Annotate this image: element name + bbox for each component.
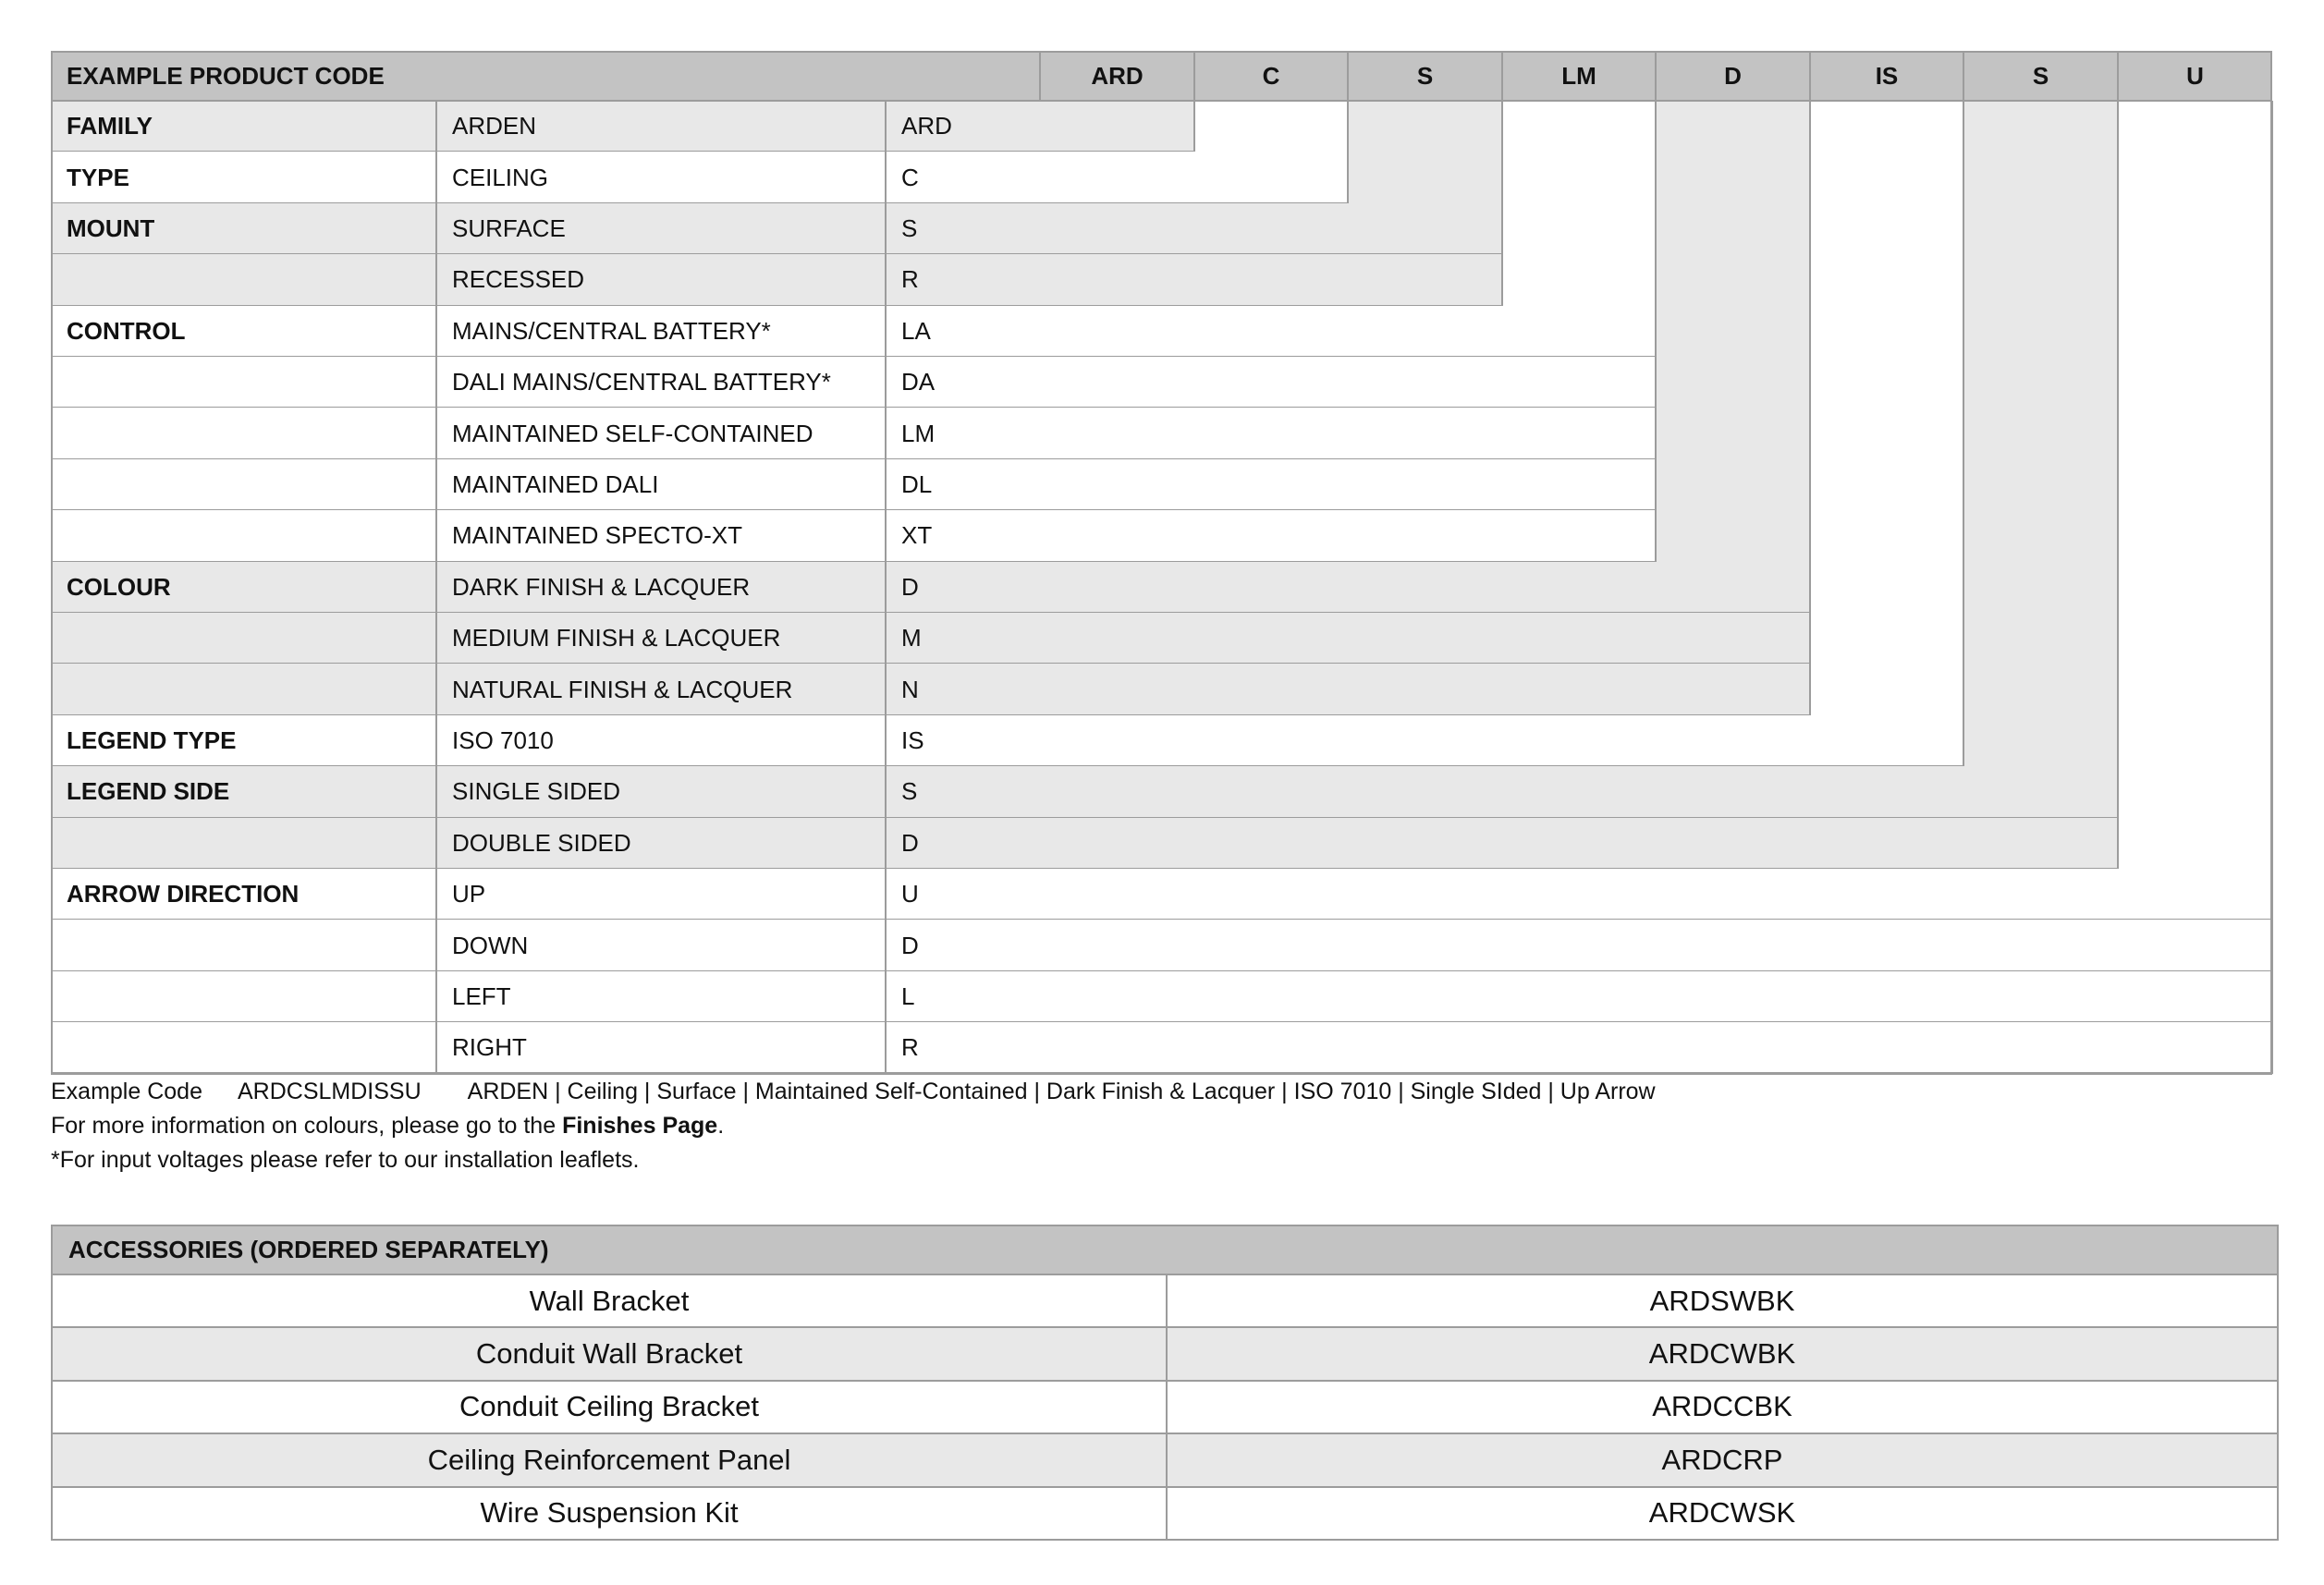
row-category <box>51 408 436 458</box>
step-rule <box>1193 101 1195 152</box>
code-column-band <box>1963 101 2118 869</box>
column-divider <box>435 101 437 1074</box>
row-option: MAINS/CENTRAL BATTERY* <box>436 306 886 357</box>
row-option: SURFACE <box>436 203 886 254</box>
row-category: CONTROL <box>51 306 436 357</box>
row-category <box>51 459 436 510</box>
row-code: C <box>886 152 1348 202</box>
row-category <box>51 510 436 561</box>
step-rule <box>2117 101 2119 869</box>
row-option: MAINTAINED DALI <box>436 459 886 510</box>
example-code-line <box>51 1079 1656 1105</box>
row-category: FAMILY <box>51 101 436 152</box>
row-code: LA <box>886 306 1656 357</box>
header-code-cell: S <box>1348 51 1502 101</box>
row-option: RIGHT <box>436 1022 886 1073</box>
colours-note-text: For more information on colours, please go to the <box>51 1113 563 1139</box>
row-category: MOUNT <box>51 203 436 254</box>
row-option: NATURAL FINISH & LACQUER <box>436 664 886 714</box>
row-code: DL <box>886 459 1656 510</box>
row-option: CEILING <box>436 152 886 202</box>
row-category: LEGEND SIDE <box>51 766 436 817</box>
row-category: LEGEND TYPE <box>51 715 436 766</box>
header-divider <box>1963 51 1964 101</box>
step-rule <box>1501 101 1503 306</box>
row-option: DARK FINISH & LACQUER <box>436 562 886 613</box>
column-divider <box>885 101 887 1074</box>
row-category: COLOUR <box>51 562 436 613</box>
row-code: XT <box>886 510 1656 561</box>
row-rule <box>51 1073 2272 1075</box>
row-code: LM <box>886 408 1656 458</box>
header-code-cell: LM <box>1502 51 1656 101</box>
row-category <box>51 664 436 714</box>
example-code-description: ARDEN | Ceiling | Surface | Maintained Self-Contained | Dark Finish & Lacquer | ISO 7010 | Single SIded | Up Arrow <box>467 1079 1656 1104</box>
row-option: MAINTAINED SELF-CONTAINED <box>436 408 886 458</box>
row-option: RECESSED <box>436 254 886 305</box>
row-code: S <box>886 766 2118 817</box>
accessory-code: ARDCRP <box>1168 1434 2279 1487</box>
step-rule <box>2271 101 2273 1074</box>
row-code: IS <box>886 715 1963 766</box>
row-category: TYPE <box>51 152 436 202</box>
step-rule <box>1655 101 1657 562</box>
example-product-code-header: EXAMPLE PRODUCT CODE <box>51 51 1040 101</box>
row-code: D <box>886 818 2118 869</box>
header-divider <box>1193 51 1195 101</box>
accessory-code: ARDSWBK <box>1168 1275 2279 1328</box>
header-code-cell: S <box>1963 51 2118 101</box>
accessory-name: Conduit Ceiling Bracket <box>51 1382 1168 1434</box>
row-code: DA <box>886 357 1656 408</box>
header-rule <box>51 100 2272 102</box>
step-rule <box>1963 101 1964 766</box>
row-code: ARD <box>886 101 1194 152</box>
row-category: ARROW DIRECTION <box>51 869 436 920</box>
row-code: M <box>886 613 1810 664</box>
accessory-code: ARDCWBK <box>1168 1328 2279 1381</box>
row-category <box>51 818 436 869</box>
accessory-code: ARDCCBK <box>1168 1382 2279 1434</box>
row-category <box>51 971 436 1022</box>
row-code: N <box>886 664 1810 714</box>
accessory-name: Conduit Wall Bracket <box>51 1328 1168 1381</box>
row-option: ARDEN <box>436 101 886 152</box>
row-option: UP <box>436 869 886 920</box>
colours-note <box>51 1113 724 1140</box>
row-option: LEFT <box>436 971 886 1022</box>
header-divider <box>1655 51 1657 101</box>
accessory-name: Ceiling Reinforcement Panel <box>51 1434 1168 1487</box>
voltage-note: *For input voltages please refer to our installation leaflets. <box>51 1147 640 1173</box>
row-option: DOWN <box>436 920 886 970</box>
row-category <box>51 1022 436 1073</box>
row-option: ISO 7010 <box>436 715 886 766</box>
row-code: R <box>886 254 1502 305</box>
header-divider <box>2117 51 2119 101</box>
row-category <box>51 613 436 664</box>
row-code: L <box>886 971 2272 1022</box>
row-option: SINGLE SIDED <box>436 766 886 817</box>
example-code-label: Example Code <box>51 1079 202 1104</box>
row-category <box>51 357 436 408</box>
row-option: MEDIUM FINISH & LACQUER <box>436 613 886 664</box>
step-rule <box>1809 101 1811 715</box>
accessory-name: Wire Suspension Kit <box>51 1488 1168 1541</box>
accessories-table <box>51 1225 2279 1541</box>
header-divider <box>1039 51 1041 101</box>
step-rule <box>1347 101 1349 203</box>
header-code-cell: C <box>1194 51 1348 101</box>
header-code-cell: ARD <box>1040 51 1194 101</box>
accessory-code: ARDCWSK <box>1168 1488 2279 1541</box>
example-code-value: ARDCSLMDISSU <box>237 1079 422 1104</box>
colours-note-suffix: . <box>717 1113 725 1139</box>
header-divider <box>1347 51 1349 101</box>
row-option: DALI MAINS/CENTRAL BATTERY* <box>436 357 886 408</box>
row-code: S <box>886 203 1502 254</box>
row-category <box>51 254 436 305</box>
code-column-band <box>1810 101 1963 766</box>
finishes-page-link[interactable]: Finishes Page <box>562 1113 718 1139</box>
row-code: R <box>886 1022 2272 1073</box>
header-divider <box>1809 51 1811 101</box>
row-code: D <box>886 920 2272 970</box>
accessory-name: Wall Bracket <box>51 1275 1168 1328</box>
header-code-cell: U <box>2118 51 2272 101</box>
row-option: DOUBLE SIDED <box>436 818 886 869</box>
row-code: U <box>886 869 2272 920</box>
row-option: MAINTAINED SPECTO-XT <box>436 510 886 561</box>
accessories-title: ACCESSORIES (ORDERED SEPARATELY) <box>51 1225 2279 1275</box>
header-code-cell: IS <box>1810 51 1963 101</box>
row-category <box>51 920 436 970</box>
header-code-cell: D <box>1656 51 1810 101</box>
row-code: D <box>886 562 1810 613</box>
header-divider <box>1501 51 1503 101</box>
